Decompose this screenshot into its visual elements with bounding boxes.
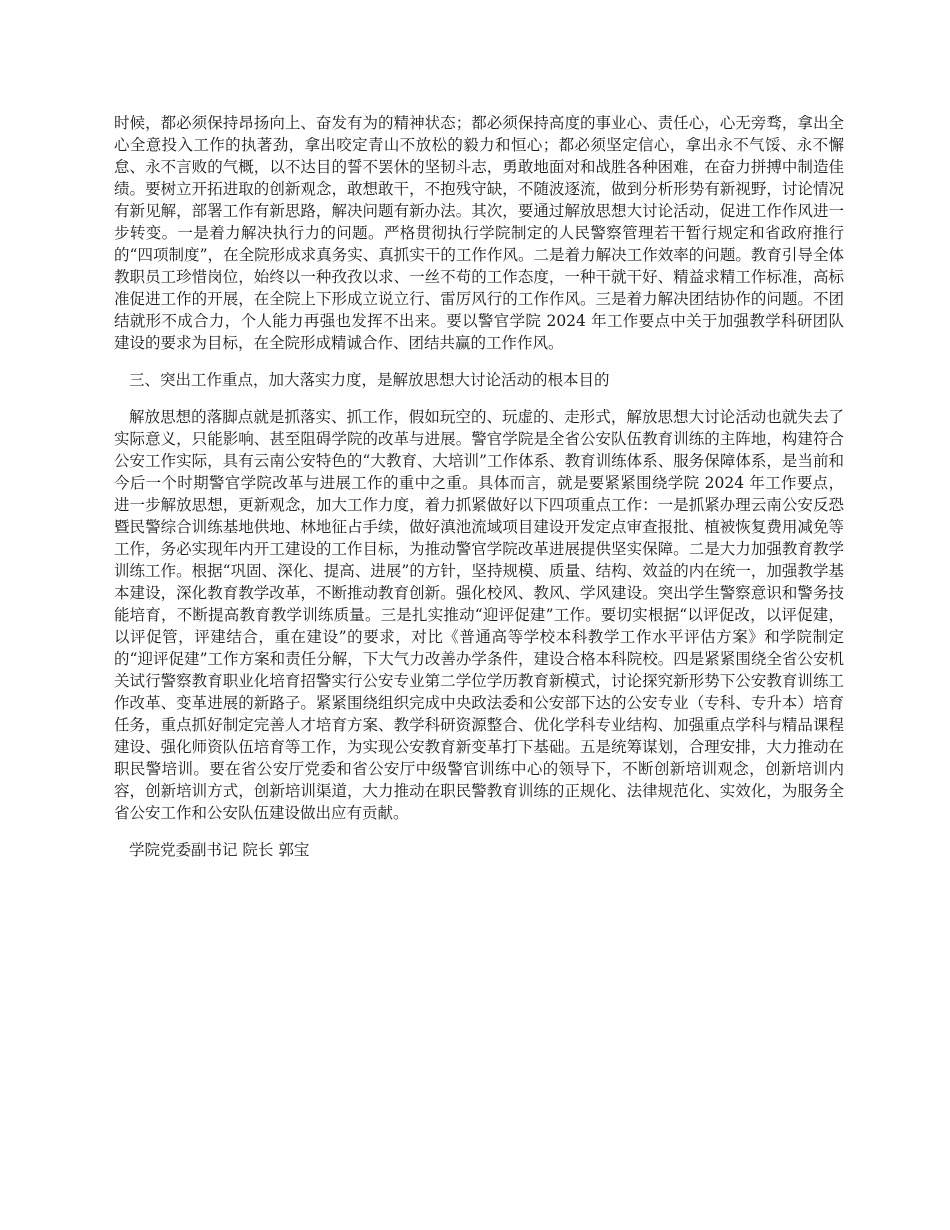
- document-body: [114, 112, 844, 861]
- paragraph-main: 解放思想的落脚点就是抓落实、抓工作，假如玩空的、玩虚的、走形式，解放思想大讨论活动也就失去了实际意义，只能影响、甚至阻碍学院的改革与进展。警官学院是全省公安队伍教育训练的主阵地，构建符合公安工作实际，具有云南公安特色的“大教育、大培训”工作体系、教育训练体系、服务保障体系，是当前和今后一个时期警官学院改革与进展工作的重中之重。具体而言，就是要紧紧围绕学院 2024 年工作要点，进一步解放思想，更新观念，加大工作力度，着力抓紧做好以下四项重点工作：一是抓紧办理云南公安反恐暨民警综合训练基地供地、林地征占手续，做好滇池流域项目建设开发定点审查报批、植被恢复费用减免等工作，务必实现年内开工建设的工作目标，为推动警官学院改革进展提供坚实保障。二是大力加强教育教学训练工作。根据“巩固、深化、提高、进展”的方针，坚持规模、质量、结构、效益的内在统一，加强教学基本建设，深化教育教学改革，不断推动教育创新。强化校风、教风、学风建设。突出学生警察意识和警务技能培育，不断提高教育教学训练质量。三是扎实推动“迎评促建”工作。要切实根据“以评促改，以评促建，以评促管，评建结合，重在建设”的要求，对比《普通高等学校本科教学工作水平评估方案》和学院制定的“迎评促建”工作方案和责任分解，下大气力改善办学条件，建设合格本科院校。四是紧紧围绕全省公安机关试行警察教育职业化培育招警实行公安专业第二学位学历教育新模式，讨论探究新形势下公安教育训练工作改革、变革进展的新路子。紧紧围绕组织完成中央政法委和公安部下达的公安专业（专科、专升本）培育任务，重点抓好制定完善人才培育方案、教学科研资源整合、优化学科专业结构、加强重点学科与精品课程建设、强化师资队伍培育等工作，为实现公安教育新变革打下基础。五是统筹谋划，合理安排，大力推动在职民警培训。要在省公安厅党委和省公安厅中级警官训练中心的领导下，不断创新培训观念，创新培训内容，创新培训方式，创新培训渠道，大力推动在职民警教育训练的正规化、法律规范化、实效化，为服务全省公安工作和公安队伍建设做出应有贡献。: [114, 408, 844, 822]
- section-heading: 三、突出工作重点，加大落实力度，是解放思想大讨论活动的根本目的: [129, 371, 610, 389]
- signature-line: 学院党委副书记 院长 郭宝: [129, 841, 310, 859]
- paragraph-continued: 时候，都必须保持昂扬向上、奋发有为的精神状态；都必须保持高度的事业心、责任心，心无旁骛，拿出全心全意投入工作的执著劲，拿出咬定青山不放松的毅力和恒心；都必须坚定信心，拿出永不气馁、永不懈怠、永不言败的气概，以不达目的誓不罢休的坚韧斗志，勇敢地面对和战胜各种困难，在奋力拼搏中制造佳绩。要树立开拓进取的创新观念，敢想敢干，不抱残守缺，不随波逐流，做到分析形势有新视野，讨论情况有新见解，部署工作有新思路，解决问题有新办法。其次，要通过解放思想大讨论活动，促进工作作风进一步转变。一是着力解决执行力的问题。严格贯彻执行学院制定的人民警察管理若干暂行规定和省政府推行的“四项制度”，在全院形成求真务实、真抓实干的工作作风。二是着力解决工作效率的问题。教育引导全体教职员工珍惜岗位，始终以一种孜孜以求、一丝不苟的工作态度，一种干就干好、精益求精工作标准，高标准促进工作的开展，在全院上下形成立说立行、雷厉风行的工作作风。三是着力解决团结协作的问题。不团结就形不成合力，个人能力再强也发挥不出来。要以警官学院 2024 年工作要点中关于加强教学科研团队建设的要求为目标，在全院形成精诚合作、团结共赢的工作作风。: [114, 114, 844, 352]
